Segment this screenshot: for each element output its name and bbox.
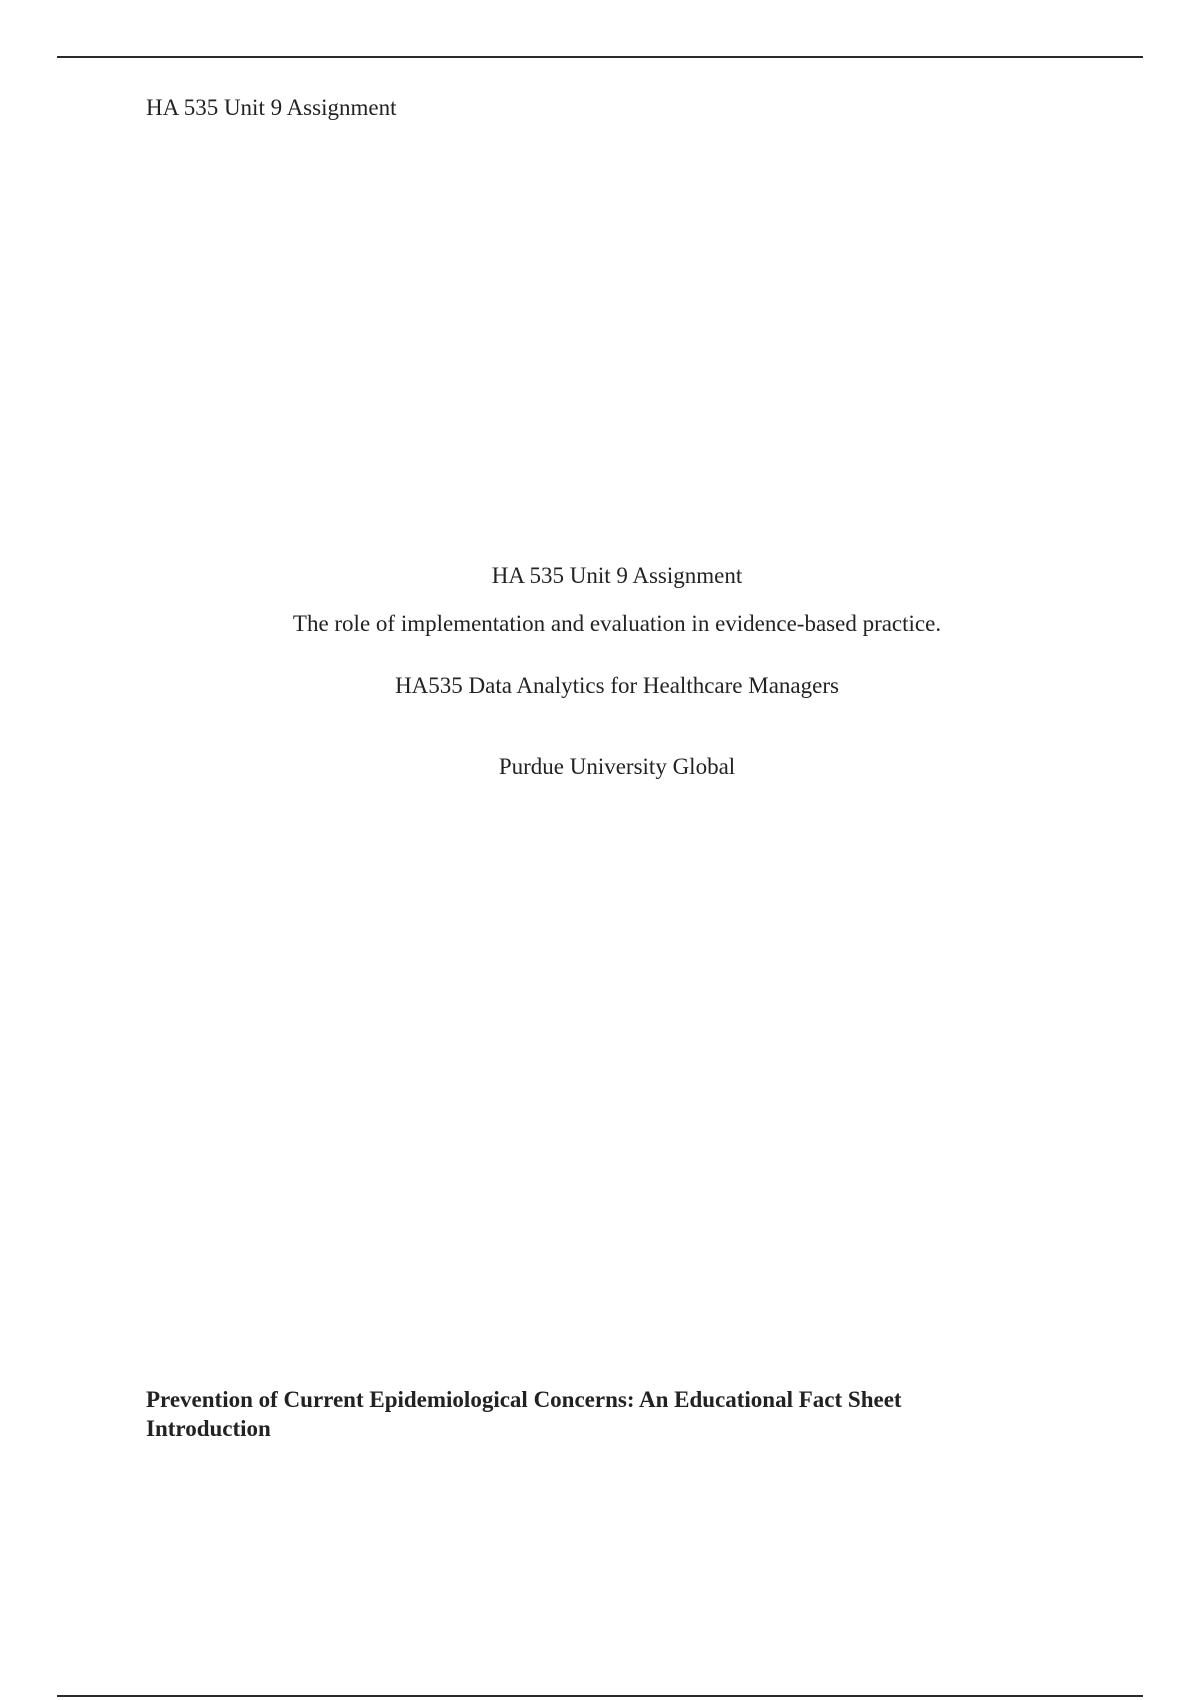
running-head: HA 535 Unit 9 Assignment bbox=[146, 95, 397, 120]
document-subtitle: The role of implementation and evaluation in evidence-based practice. bbox=[292, 611, 942, 636]
bottom-rule bbox=[57, 1695, 1143, 1697]
fact-sheet-heading: Prevention of Current Epidemiological Concerns: An Educational Fact Sheet bbox=[146, 1387, 902, 1412]
document-title: HA 535 Unit 9 Assignment bbox=[491, 563, 743, 588]
introduction-heading: Introduction bbox=[146, 1416, 271, 1441]
top-rule bbox=[57, 56, 1143, 58]
section-heading bbox=[146, 1385, 902, 1443]
course-name: HA535 Data Analytics for Healthcare Managers bbox=[395, 673, 839, 698]
institution-name: Purdue University Global bbox=[498, 754, 736, 779]
